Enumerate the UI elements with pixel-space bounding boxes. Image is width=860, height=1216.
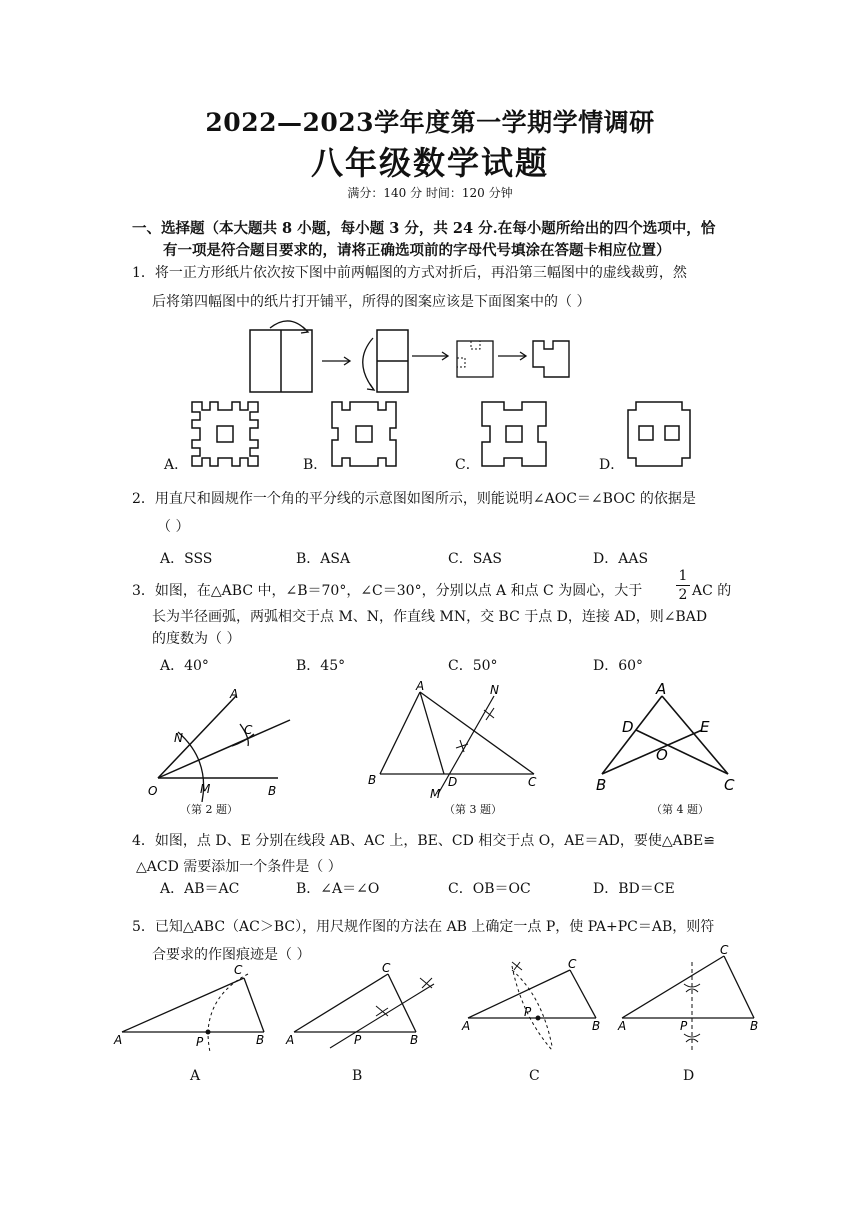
q3-option-d[interactable]: D．60° <box>593 658 644 674</box>
q5d-label-b: B <box>750 1019 759 1033</box>
q3-option-c[interactable]: C．50° <box>448 658 498 674</box>
q4-option-b[interactable]: B．∠A＝∠O <box>296 881 380 897</box>
exam-subtitle: 八年级数学试题 <box>310 144 549 182</box>
q3-fraction-denominator: 2 <box>678 587 688 603</box>
q1-option-a[interactable]: A． <box>164 457 189 473</box>
q4-option-c[interactable]: C．OB＝OC <box>448 881 531 897</box>
q5a-label-p: P <box>196 1035 204 1049</box>
q3-option-b[interactable]: B．45° <box>296 658 346 674</box>
fig3-label-d: D <box>448 775 458 789</box>
q1-line1: 1．将一正方形纸片依次按下图中前两幅图的方式对折后，再沿第三幅图中的虚线裁剪，然 <box>132 265 687 281</box>
q2-option-c[interactable]: C．SAS <box>448 551 503 567</box>
q1-fold-sequence-figure <box>240 318 580 398</box>
q1-option-d-figure <box>622 398 700 470</box>
q4-option-d[interactable]: D．BD＝CE <box>593 881 675 897</box>
q3-option-a[interactable]: A．40° <box>160 658 209 674</box>
q2-option-a[interactable]: A．SSS <box>160 551 213 567</box>
q5-option-c-figure <box>456 956 616 1054</box>
q3-fraction <box>676 567 690 604</box>
q5b-label-c: C <box>382 961 391 975</box>
fig4-label-a: A <box>656 680 667 698</box>
q5b-label-b: B <box>410 1033 419 1047</box>
q5a-label-b: B <box>256 1033 265 1047</box>
q1-option-b[interactable]: B． <box>303 457 328 473</box>
q5c-label-b: B <box>592 1019 601 1033</box>
q5d-label-p: P <box>680 1019 688 1033</box>
fig4-label-c: C <box>724 776 735 794</box>
caption-q2: （第 2 题） <box>180 803 238 816</box>
q5c-label-c: C <box>568 957 577 971</box>
q3-line1a: 3．如图，在△ABC 中，∠B＝70°，∠C＝30°，分别以点 A 和点 C 为圆心，大于 <box>132 583 643 599</box>
q5-option-d-figure <box>612 942 772 1054</box>
q1-option-c-figure <box>478 398 552 470</box>
fig4-label-b: B <box>596 776 607 794</box>
q5c-label-p: P <box>524 1005 532 1019</box>
exam-title: 2022—2023学年度第一学期学情调研 <box>205 108 655 137</box>
q4-line1: 4．如图，点 D、E 分别在线段 AB、AC 上，BE、CD 相交于点 O，AE＝AD，要使△ABE≌ <box>132 833 715 849</box>
q5-option-a-figure <box>112 958 272 1054</box>
q2-option-d[interactable]: D．AAS <box>593 551 649 567</box>
fig4-label-d: D <box>622 718 634 736</box>
q5-line1: 5．已知△ABC（AC＞BC），用尺规作图的方法在 AB 上确定一点 P，使 PA+PC＝AB，则符 <box>132 919 715 935</box>
fig3-label-b: B <box>368 773 377 787</box>
q1-option-d[interactable]: D． <box>599 457 625 473</box>
fig2-label-c: C <box>244 723 253 737</box>
fig2-label-n: N <box>174 731 183 745</box>
section-heading-line2: 有一项是符合题目要求的，请将正确选项前的字母代号填涂在答题卡相应位置） <box>163 242 671 259</box>
q5b-label-p: P <box>354 1033 362 1047</box>
exam-meta: 满分：140 分 时间：120 分钟 <box>347 186 513 200</box>
fig3-label-m: M <box>430 787 441 801</box>
figure-q2-angle-bisector <box>140 682 300 802</box>
q2-line1: 2．用直尺和圆规作一个角的平分线的示意图如图所示，则能说明∠AOC＝∠BOC 的依据是 <box>132 491 696 507</box>
fig2-label-b: B <box>268 784 277 798</box>
fig3-label-c: C <box>528 775 537 789</box>
q3-line2: 长为半径画弧，两弧相交于点 M、N，作直线 MN，交 BC 于点 D，连接 AD，则∠BAD <box>152 609 708 625</box>
fig4-label-o: O <box>656 746 668 764</box>
q4-line2: △ACD 需要添加一个条件是（ ） <box>136 859 342 875</box>
q1-option-a-figure <box>188 398 264 470</box>
fig2-label-o: O <box>148 784 158 798</box>
q5b-label-a: A <box>286 1033 295 1047</box>
q5-option-b[interactable]: B <box>352 1068 363 1084</box>
q3-fraction-numerator: 1 <box>676 567 690 586</box>
fig3-label-n: N <box>490 683 499 697</box>
q5-line2: 合要求的作图痕迹是（ ） <box>152 947 311 963</box>
q5-option-a[interactable]: A <box>190 1068 201 1084</box>
q4-option-a[interactable]: A．AB＝AC <box>160 881 240 897</box>
q5c-label-a: A <box>462 1019 471 1033</box>
q2-line2: （ ） <box>157 519 190 535</box>
caption-q3: （第 3 题） <box>444 803 502 816</box>
q5d-label-c: C <box>720 943 729 957</box>
fig2-label-a: A <box>230 687 239 701</box>
q5d-label-a: A <box>618 1019 627 1033</box>
q1-line2: 后将第四幅图中的纸片打开铺平，所得的图案应该是下面图案中的（ ） <box>152 294 591 310</box>
q3-line1b: AC 的 <box>692 583 732 599</box>
q1-option-c[interactable]: C． <box>455 457 480 473</box>
figure-q3-triangle <box>360 678 550 802</box>
fig2-label-m: M <box>200 782 211 796</box>
caption-q4: （第 4 题） <box>651 803 709 816</box>
figure-q4-triangle <box>590 678 750 802</box>
q5-option-d[interactable]: D <box>683 1068 695 1084</box>
q1-option-b-figure <box>328 398 402 470</box>
fig4-label-e: E <box>700 718 710 736</box>
section-heading-line1: 一、选择题（本大题共 8 小题，每小题 3 分，共 24 分.在每小题所给出的四个选项中，恰 <box>132 220 716 237</box>
fig3-label-a: A <box>416 679 425 693</box>
q5-option-b-figure <box>284 958 444 1054</box>
q2-option-b[interactable]: B．ASA <box>296 551 351 567</box>
q5a-label-c: C <box>234 963 243 977</box>
q3-line3: 的度数为（ ） <box>152 631 241 647</box>
q5a-label-a: A <box>114 1033 123 1047</box>
q5-option-c[interactable]: C <box>529 1068 540 1084</box>
